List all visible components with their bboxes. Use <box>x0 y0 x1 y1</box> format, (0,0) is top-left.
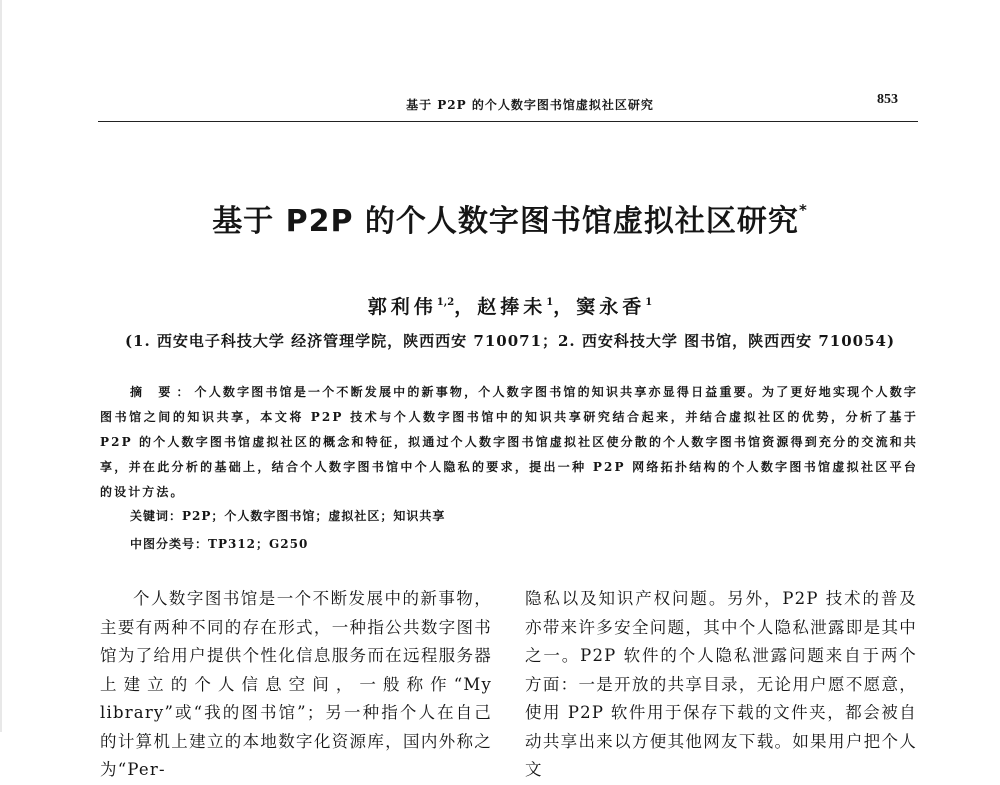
author-name: 赵捧未 <box>477 296 547 318</box>
author-separator: ， <box>553 296 577 318</box>
author-affiliation-mark: 1,2 <box>436 297 455 308</box>
header-divider <box>98 121 918 122</box>
paper-title <box>80 196 940 240</box>
affiliation-line: (1. 西安电子科技大学 经济管理学院，陕西西安 710071；2. 西安科技大学 图书馆，陕西西安 710054) <box>124 332 896 350</box>
author-name: 窦永香 <box>576 296 646 318</box>
abstract-text: 个人数字图书馆是一个不断发展中的新事物，个人数字图书馆的知识共享亦显得日益重要。为了更好地实现个人数字图书馆之间的知识共享，本文将 P2P 技术与个人数字图书馆中的知识共享研究结合起来，并结合虚拟社区的优势，分析了基于 P2P 的个人数字图书馆虚拟社区的概念和特征，拟通过个人数字图书馆虚拟社区使分散的个人数字图书馆资源得到充分的交流和共享，并在此分析的基础上，结合个人数字图书馆中个人隐私的要求，提出一种 P2P 网络拓扑结构的个人数字图书馆虚拟社区平台的设计方法。 <box>100 385 918 499</box>
body-paragraph: 个人数字图书馆是一个不断发展中的新事物，主要有两种不同的存在形式，一种指公共数字图书馆为了给用户提供个性化信息服务而在远程服务器上建立的个人信息空间，一般称作“My library”或“我的图书馆”；另一种指个人在自己的计算机上建立的本地数字化资源库，国内外称之为“Per- <box>100 589 492 779</box>
keywords-text: P2P；个人数字图书馆；虚拟社区；知识共享 <box>182 509 446 523</box>
page-number: 853 <box>877 92 898 107</box>
body-column-right <box>525 585 917 785</box>
scan-edge <box>0 0 2 732</box>
author-list <box>80 292 940 319</box>
paper-title-text: 基于 P2P 的个人数字图书馆虚拟社区研究 <box>212 204 799 239</box>
title-footnote-mark: * <box>798 201 808 219</box>
classification-number <box>130 535 308 552</box>
classification-text: TP312；G250 <box>208 537 309 551</box>
body-paragraph: 隐私以及知识产权问题。另外，P2P 技术的普及亦带来许多安全问题，其中个人隐私泄露即是其中之一。P2P 软件的个人隐私泄露问题来自于两个方面：一是开放的共享目录，无论用户愿不愿意，使用 P2P 软件用于保存下载的文件夹，都会被自动共享出来以方便其他网友下载。如果用户把个人文 <box>525 589 917 779</box>
author-separator: ， <box>454 296 478 318</box>
abstract-label: 摘 要： <box>130 385 195 399</box>
abstract <box>100 380 918 505</box>
keywords-label: 关键词： <box>130 509 183 523</box>
author-affiliation-mark: 1 <box>645 297 653 308</box>
running-header-title: 基于 P2P 的个人数字图书馆虚拟社区研究 <box>406 98 654 112</box>
classification-label: 中图分类号： <box>130 537 209 551</box>
author-name: 郭利伟 <box>367 296 437 318</box>
keywords <box>130 507 445 524</box>
author-affiliation-mark: 1 <box>546 297 554 308</box>
body-column-left <box>100 585 492 785</box>
